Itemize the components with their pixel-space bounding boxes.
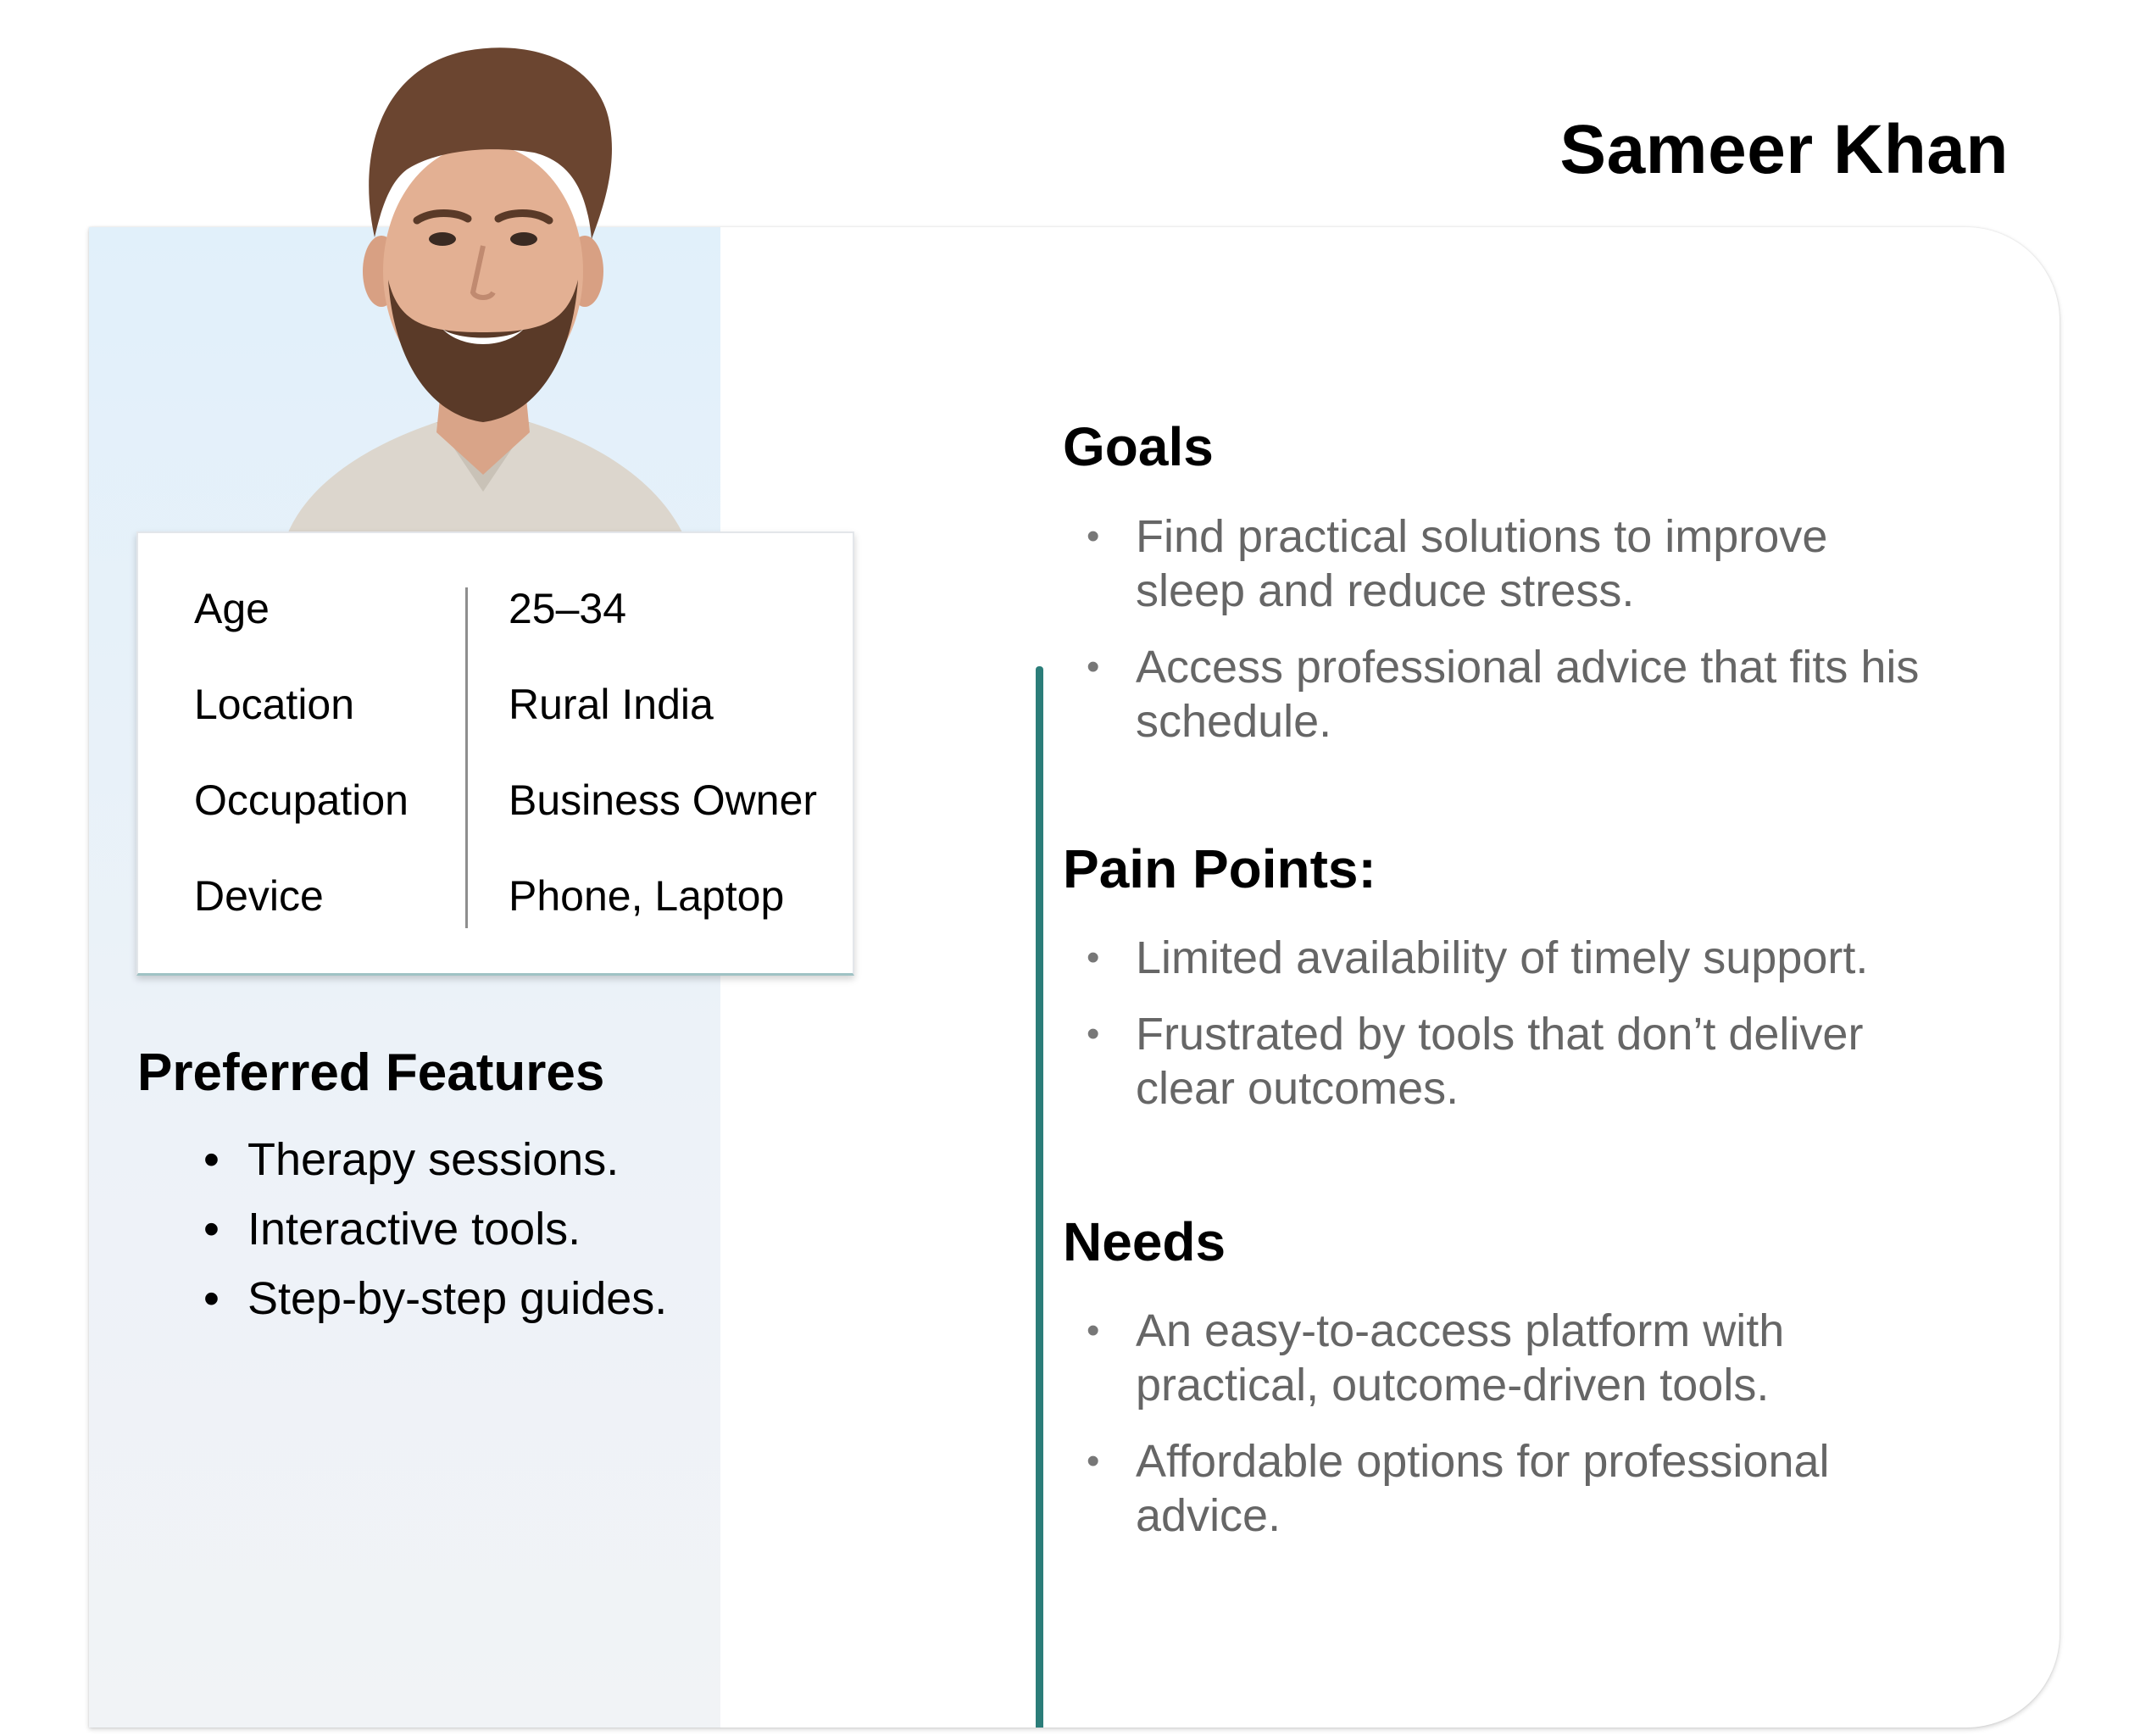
info-label: Age (194, 585, 270, 632)
list-item: • Therapy sessions. (203, 1132, 678, 1188)
info-row-device (138, 871, 853, 931)
info-value: Rural India (509, 681, 714, 728)
info-value: 25–34 (509, 585, 627, 632)
info-label: Occupation (194, 776, 409, 824)
list-item: • Frustrated by tools that don’t deliver clear outcomes. (1087, 1007, 1934, 1116)
persona-name: Sameer Khan (1559, 111, 2009, 188)
needs-list (1087, 1304, 1934, 1565)
list-item: • Limited availability of timely support. (1087, 931, 1934, 985)
info-value: Business Owner (509, 776, 818, 824)
list-item: • Interactive tools. (203, 1201, 678, 1257)
list-item: • Affordable options for professional advice. (1087, 1434, 1934, 1543)
info-label: Device (194, 872, 324, 920)
info-value: Phone, Laptop (509, 872, 785, 920)
list-item: • Find practical solutions to improve sleep and reduce stress. (1087, 509, 1934, 618)
goals-list (1087, 509, 1934, 771)
accent-divider (1036, 666, 1043, 1728)
info-box (136, 531, 854, 976)
info-row-location (138, 680, 853, 739)
list-item: • Access professional advice that fits his schedule. (1087, 640, 1934, 748)
preferred-features-title: Preferred Features (137, 1043, 605, 1102)
pain-points-list (1087, 931, 1934, 1138)
list-item: • Step-by-step guides. (203, 1271, 678, 1327)
info-row-age (138, 584, 853, 643)
preferred-features-list (203, 1132, 678, 1340)
pain-points-title: Pain Points: (1063, 838, 1376, 899)
needs-title: Needs (1063, 1211, 1226, 1272)
info-row-occupation (138, 776, 853, 835)
info-label: Location (194, 681, 355, 728)
goals-title: Goals (1063, 416, 1214, 477)
avatar (254, 17, 712, 532)
list-item: • An easy-to-access platform with practical, outcome-driven tools. (1087, 1304, 1934, 1412)
